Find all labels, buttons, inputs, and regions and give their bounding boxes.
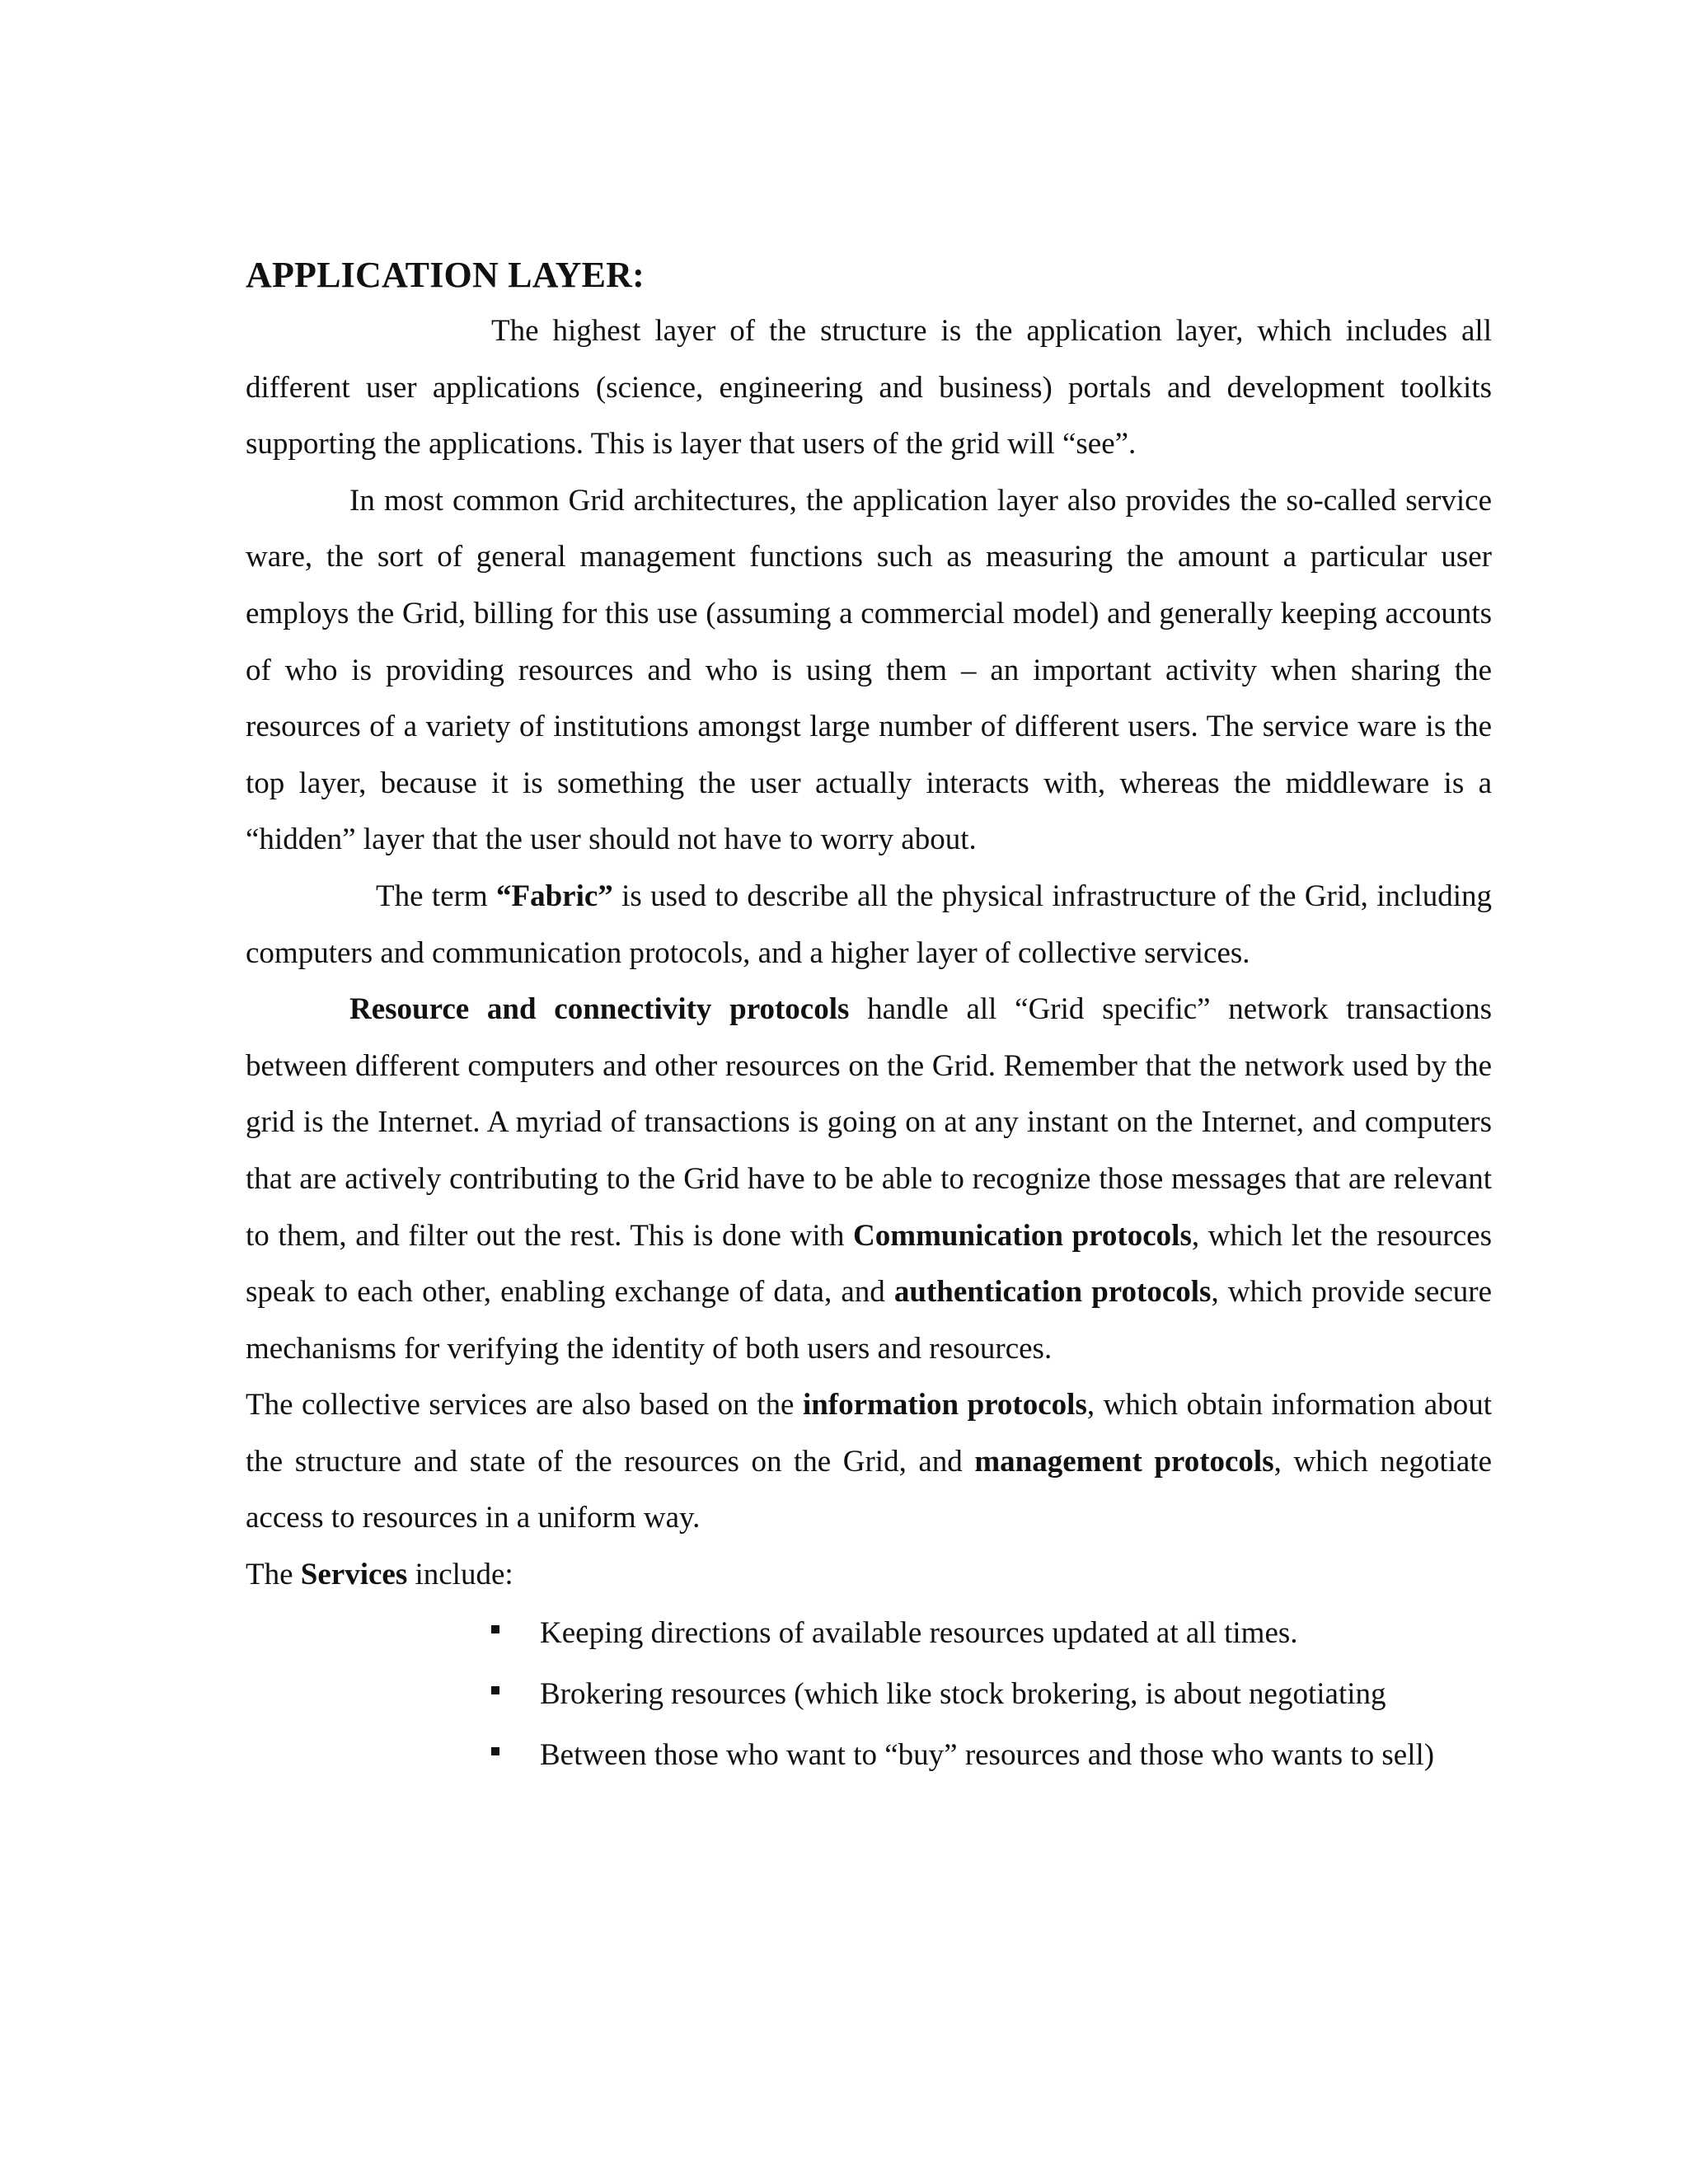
collective-text-2: , which obtain information about the structure and state of the resources on the Grid, and (246, 1388, 1492, 1479)
fabric-text-after: is used to describe all the physical infrastructure of the Grid, including computers and communication protocols, and a higher layer of collective services. (246, 879, 1492, 970)
services-text-1: The (246, 1558, 301, 1592)
information-protocols-term: information protocols (802, 1388, 1087, 1422)
collective-text-3: , which negotiate access to resources in a uniform way. (246, 1444, 1493, 1535)
square-bullet-icon (491, 1625, 499, 1633)
fabric-text-before: The term (376, 879, 496, 913)
square-bullet-icon (491, 1747, 499, 1755)
services-list (246, 1607, 1492, 1782)
document-content (246, 247, 1492, 1790)
management-protocols-term: management protocols (974, 1444, 1274, 1479)
collective-text-1: The collective services are also based on the (246, 1388, 803, 1422)
paragraph-resource-protocols (246, 982, 1492, 1377)
square-bullet-icon (491, 1686, 499, 1694)
paragraph-services-intro (246, 1547, 1492, 1604)
fabric-term: “Fabric” (496, 879, 613, 913)
list-item (246, 1729, 1492, 1782)
resource-text-2: , which let the resources speak to each other, enabling exchange of data, and (246, 1218, 1492, 1310)
paragraph-application-layer: The highest layer of the structure is the application layer, which includes all different user applications (science, engineering and business) portals and development toolkits supporting the applications. This is layer that users of the grid will “see”. (246, 314, 1492, 462)
list-item (246, 1668, 1492, 1721)
section-heading: APPLICATION LAYER: (246, 255, 645, 295)
list-item (246, 1607, 1492, 1660)
resource-text-3: , which provide secure mechanisms for verifying the identity of both users and resources. (246, 1275, 1493, 1366)
communication-protocols-term: Communication protocols (853, 1218, 1192, 1253)
paragraph-fabric (246, 869, 1492, 982)
services-text-2: include: (407, 1558, 513, 1592)
list-item-text: Keeping directions of available resources updated at all times. (540, 1615, 1298, 1650)
list-item-text: Brokering resources (which like stock brokering, is about negotiating (540, 1676, 1386, 1711)
resource-connectivity-term: Resource and connectivity protocols (349, 992, 850, 1027)
services-term: Services (300, 1558, 408, 1592)
paragraph-collective-services (246, 1377, 1492, 1547)
resource-text-1: handle all “Grid specific” network transactions between different computers and other resources on the Grid. Remember that the network used by the grid is the Internet. A myriad of transactions is going on at any instant on the Internet, and computers that are actively contributing to the Grid have to be able to recognize those messages that are relevant to them, and filter out the rest. This is done with (246, 992, 1492, 1253)
authentication-protocols-term: authentication protocols (893, 1275, 1212, 1310)
list-item-text: Between those who want to “buy” resources and those who wants to sell) (540, 1737, 1435, 1772)
paragraph-service-ware: In most common Grid architectures, the application layer also provides the so-called service ware, the sort of general management functions such as measuring the amount a particular user employs the Grid, billing for this use (assuming a commercial model) and generally keeping accounts of who is providing resources and who is using them – an important activity when sharing the resources of a variety of institutions amongst large number of different users. The service ware is the top layer, because it is something the user actually interacts with, whereas the middleware is a “hidden” layer that the user should not have to worry about. (246, 483, 1492, 857)
